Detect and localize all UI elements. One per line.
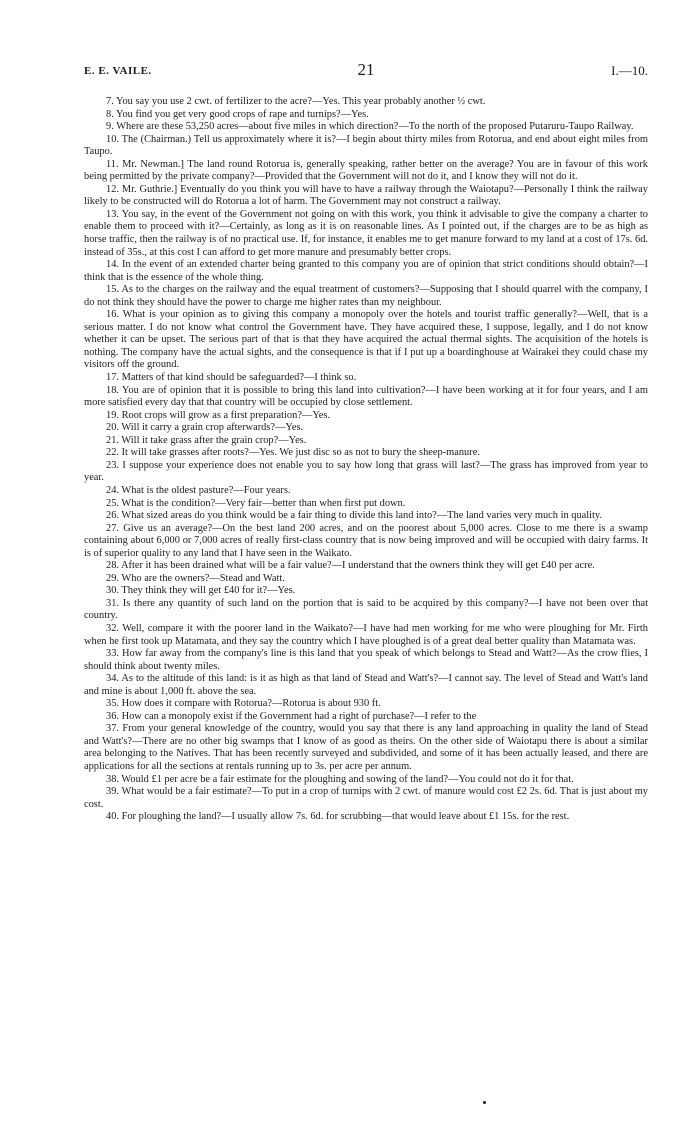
question-paragraph: 40. For ploughing the land?—I usually allow 7s. 6d. for scrubbing—that would leave about £1 15s. for the rest. [106, 811, 570, 823]
question-paragraph: 22. It will take grasses after roots?—Yes. We just disc so as not to bury the sheep-manure. [106, 447, 480, 459]
question-paragraph: 37. From your general knowledge of the country, would you say that there is any land approaching in quality the land of Stead and Watt's?—There are no other big swamps that I know of as good as theirs. On the other side of Waiotapu there is about a similar area belonging to the Natives. That has been recently surveyed and subdivided, and some of it has been actually leased, and there are applications for all the sections at rentals running up to 3s. per acre per annum. [84, 723, 648, 772]
question-paragraph: 14. In the event of an extended charter being granted to this company you are of opinion that strict conditions should obtain?—I think that is the essence of the whole thing. [84, 259, 648, 283]
document-reference: I.—10. [611, 63, 648, 78]
question-paragraph: 13. You say, in the event of the Government not going on with this work, you think it advisable to give the company a charter to enable them to proceed with it?—Certainly, as long as it is on reasonable lines. As I pointed out, if the charges are to be as high as horse traffic, then the railway is of no practical use. If, for instance, it enables me to get manure forward to my land at a cost of 17s. 6d. instead of 35s., at this cost I can afford to get more manure and presumably better crops. [84, 208, 648, 258]
question-paragraph: 21. Will it take grass after the grain crop?—Yes. [106, 434, 307, 446]
question-paragraph: 23. I suppose your experience does not enable you to say how long that grass will last?—The grass has improved from year to year. [84, 459, 648, 484]
question-paragraph: 36. How can a monopoly exist if the Government had a right of purchase?—I refer to the [106, 710, 477, 722]
page-header [84, 62, 648, 82]
question-paragraph: 20. Will it carry a grain crop afterwards?—Yes. [106, 422, 304, 434]
question-paragraph: 15. As to the charges on the railway and the equal treatment of customers?—Supposing that I should quarrel with the company, I do not think they should have the power to charge me higher rates than my neighbour. [84, 284, 648, 308]
question-paragraph: 11. Mr. Newman.] The land round Rotorua is, generally speaking, rather better on the average? You are in favour of this work being permitted by the private company?—Provided that the Government will not do it, and I know they will not do it. [84, 158, 648, 183]
question-paragraph: 18. You are of opinion that it is possible to bring this land into cultivation?—I have been working at it for four years, and I am more satisfied every day that that country will be occupied by close settlement. [84, 384, 648, 409]
question-paragraph: 24. What is the oldest pasture?—Four years. [106, 484, 291, 496]
question-paragraph: 8. You find you get very good crops of rape and turnips?—Yes. [106, 108, 369, 120]
question-paragraph: 19. Root crops will grow as a first preparation?—Yes. [106, 409, 331, 421]
witness-name: E. E. VAILE. [84, 65, 152, 77]
question-paragraph: 27. Give us an average?—On the best land 200 acres, and on the poorest about 5,000 acres. Close to me there is a swamp containing about 6,000 or 7,000 acres of really first-class country that is now being improved and will be occupied with dairy farms. It is of superior quality to any land that I have seen in the Waikato. [84, 522, 648, 559]
question-paragraph: 30. They think they will get £40 for it?—Yes. [106, 585, 296, 597]
question-paragraph: 25. What is the condition?—Very fair—better than when first put down. [106, 497, 406, 509]
question-paragraph: 7. You say you use 2 cwt. of fertilizer to the acre?—Yes. This year probably another ½ cwt. [106, 96, 486, 107]
question-paragraph: 17. Matters of that kind should be safeguarded?—I think so. [106, 372, 357, 384]
question-paragraph: 26. What sized areas do you think would be a fair thing to divide this land into?—The land varies very much in quality. [106, 510, 603, 522]
page-number: 21 [357, 60, 375, 79]
question-paragraph: 39. What would be a fair estimate?—To put in a crop of turnips with 2 cwt. of manure would cost £2 2s. 6d. That is just about my cost. [84, 786, 648, 810]
ink-speck [483, 1101, 486, 1104]
question-paragraph: 10. The (Chairman.) Tell us approximately where it is?—I begin about thirty miles from Rotorua, and end about eight miles from Taupo. [84, 133, 648, 158]
question-paragraph: 28. After it has been drained what will be a fair value?—I understand that the owners think they will get £40 per acre. [106, 560, 595, 572]
question-paragraph: 38. Would £1 per acre be a fair estimate for the ploughing and sowing of the land?—You could not do it for that. [106, 773, 574, 785]
question-paragraph: 35. How does it compare with Rotorua?—Rotorua is about 930 ft. [106, 698, 381, 710]
question-paragraph: 12. Mr. Guthrie.] Eventually do you think you will have to have a railway through the Waiotapu?—Personally I think the railway likely to be constructed will do Rotorua a lot of harm. The Government may not construct a railway. [84, 183, 648, 208]
question-paragraph: 9. Where are these 53,250 acres—about five miles in which direction?—To the north of the proposed Putaruru-Taupo Railway. [106, 121, 634, 133]
question-paragraph: 33. How far away from the company's line is this land that you speak of which belongs to Stead and Watt?—As the crow flies, I should think about twenty miles. [84, 648, 648, 672]
question-paragraph: 32. Well, compare it with the poorer land in the Waikato?—I have had men working for me who were ploughing for Mr. Firth when he first took up Matamata, and they say the country which I have ploughed is of a great deal better quality than Matamata was. [84, 622, 648, 647]
question-paragraph: 31. Is there any quantity of such land on the portion that is said to be acquired by this company?—I have not been over that country. [84, 597, 648, 622]
question-paragraph: 29. Who are the owners?—Stead and Watt. [106, 572, 285, 584]
testimony-body [84, 96, 648, 824]
question-paragraph: 34. As to the altitude of this land: is it as high as that land of Stead and Watt's?—I cannot say. The level of Stead and Watt's land and mine is about 1,000 ft. above the sea. [84, 673, 648, 697]
question-paragraph: 16. What is your opinion as to giving this company a monopoly over the hotels and tourist traffic generally?—Well, that is a serious matter. I do not know what control the Government have. They have acquired these, I suppose, legally, and I do not know whether it can be upset. The serious part of that is that they have acquired the actual thermal sights. The acquisition of the hotels is nothing. The company have the actual sights, and the consequence is that if I put up a boardinghouse at Wairakei they could chase my visitors off the ground. [84, 309, 648, 371]
